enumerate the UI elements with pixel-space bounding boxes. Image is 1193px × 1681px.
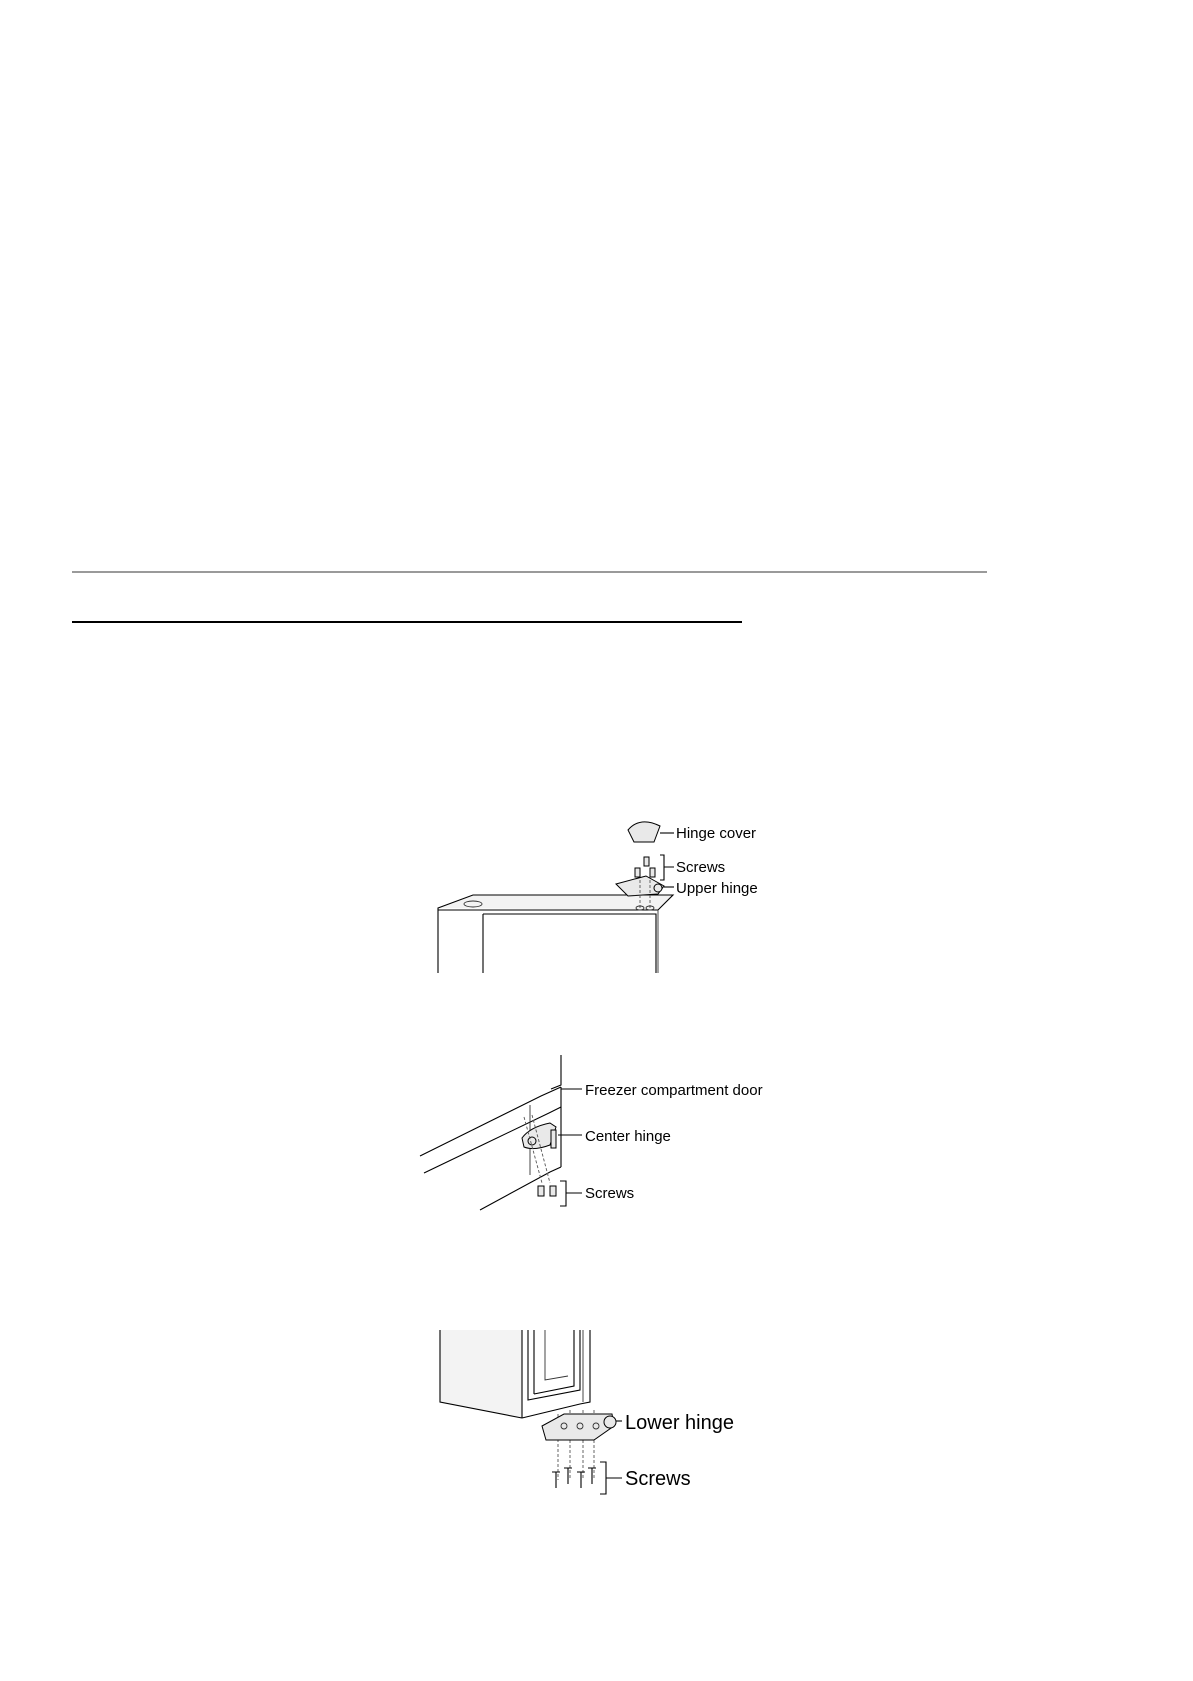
center-hinge-illustration — [420, 1055, 780, 1210]
lower-screws-label: Screws — [625, 1468, 691, 1490]
upper-screws-label: Screws — [676, 859, 726, 876]
lower-hinge-illustration — [440, 1330, 760, 1495]
lower-hinge-label: Lower hinge — [625, 1412, 734, 1434]
lower-hinge-figure — [440, 1330, 760, 1495]
freezer-door-label: Freezer compartment door — [585, 1082, 763, 1099]
upper-hinge-illustration — [428, 818, 768, 973]
upper-hinge-label: Upper hinge — [676, 880, 758, 897]
heading-underline — [72, 621, 742, 623]
section-divider-gray — [72, 571, 987, 573]
hinge-cover-label: Hinge cover — [676, 825, 757, 842]
upper-hinge-figure — [428, 818, 768, 973]
center-screws-label: Screws — [585, 1185, 635, 1202]
center-hinge-label: Center hinge — [585, 1128, 671, 1145]
center-hinge-figure — [420, 1055, 780, 1210]
